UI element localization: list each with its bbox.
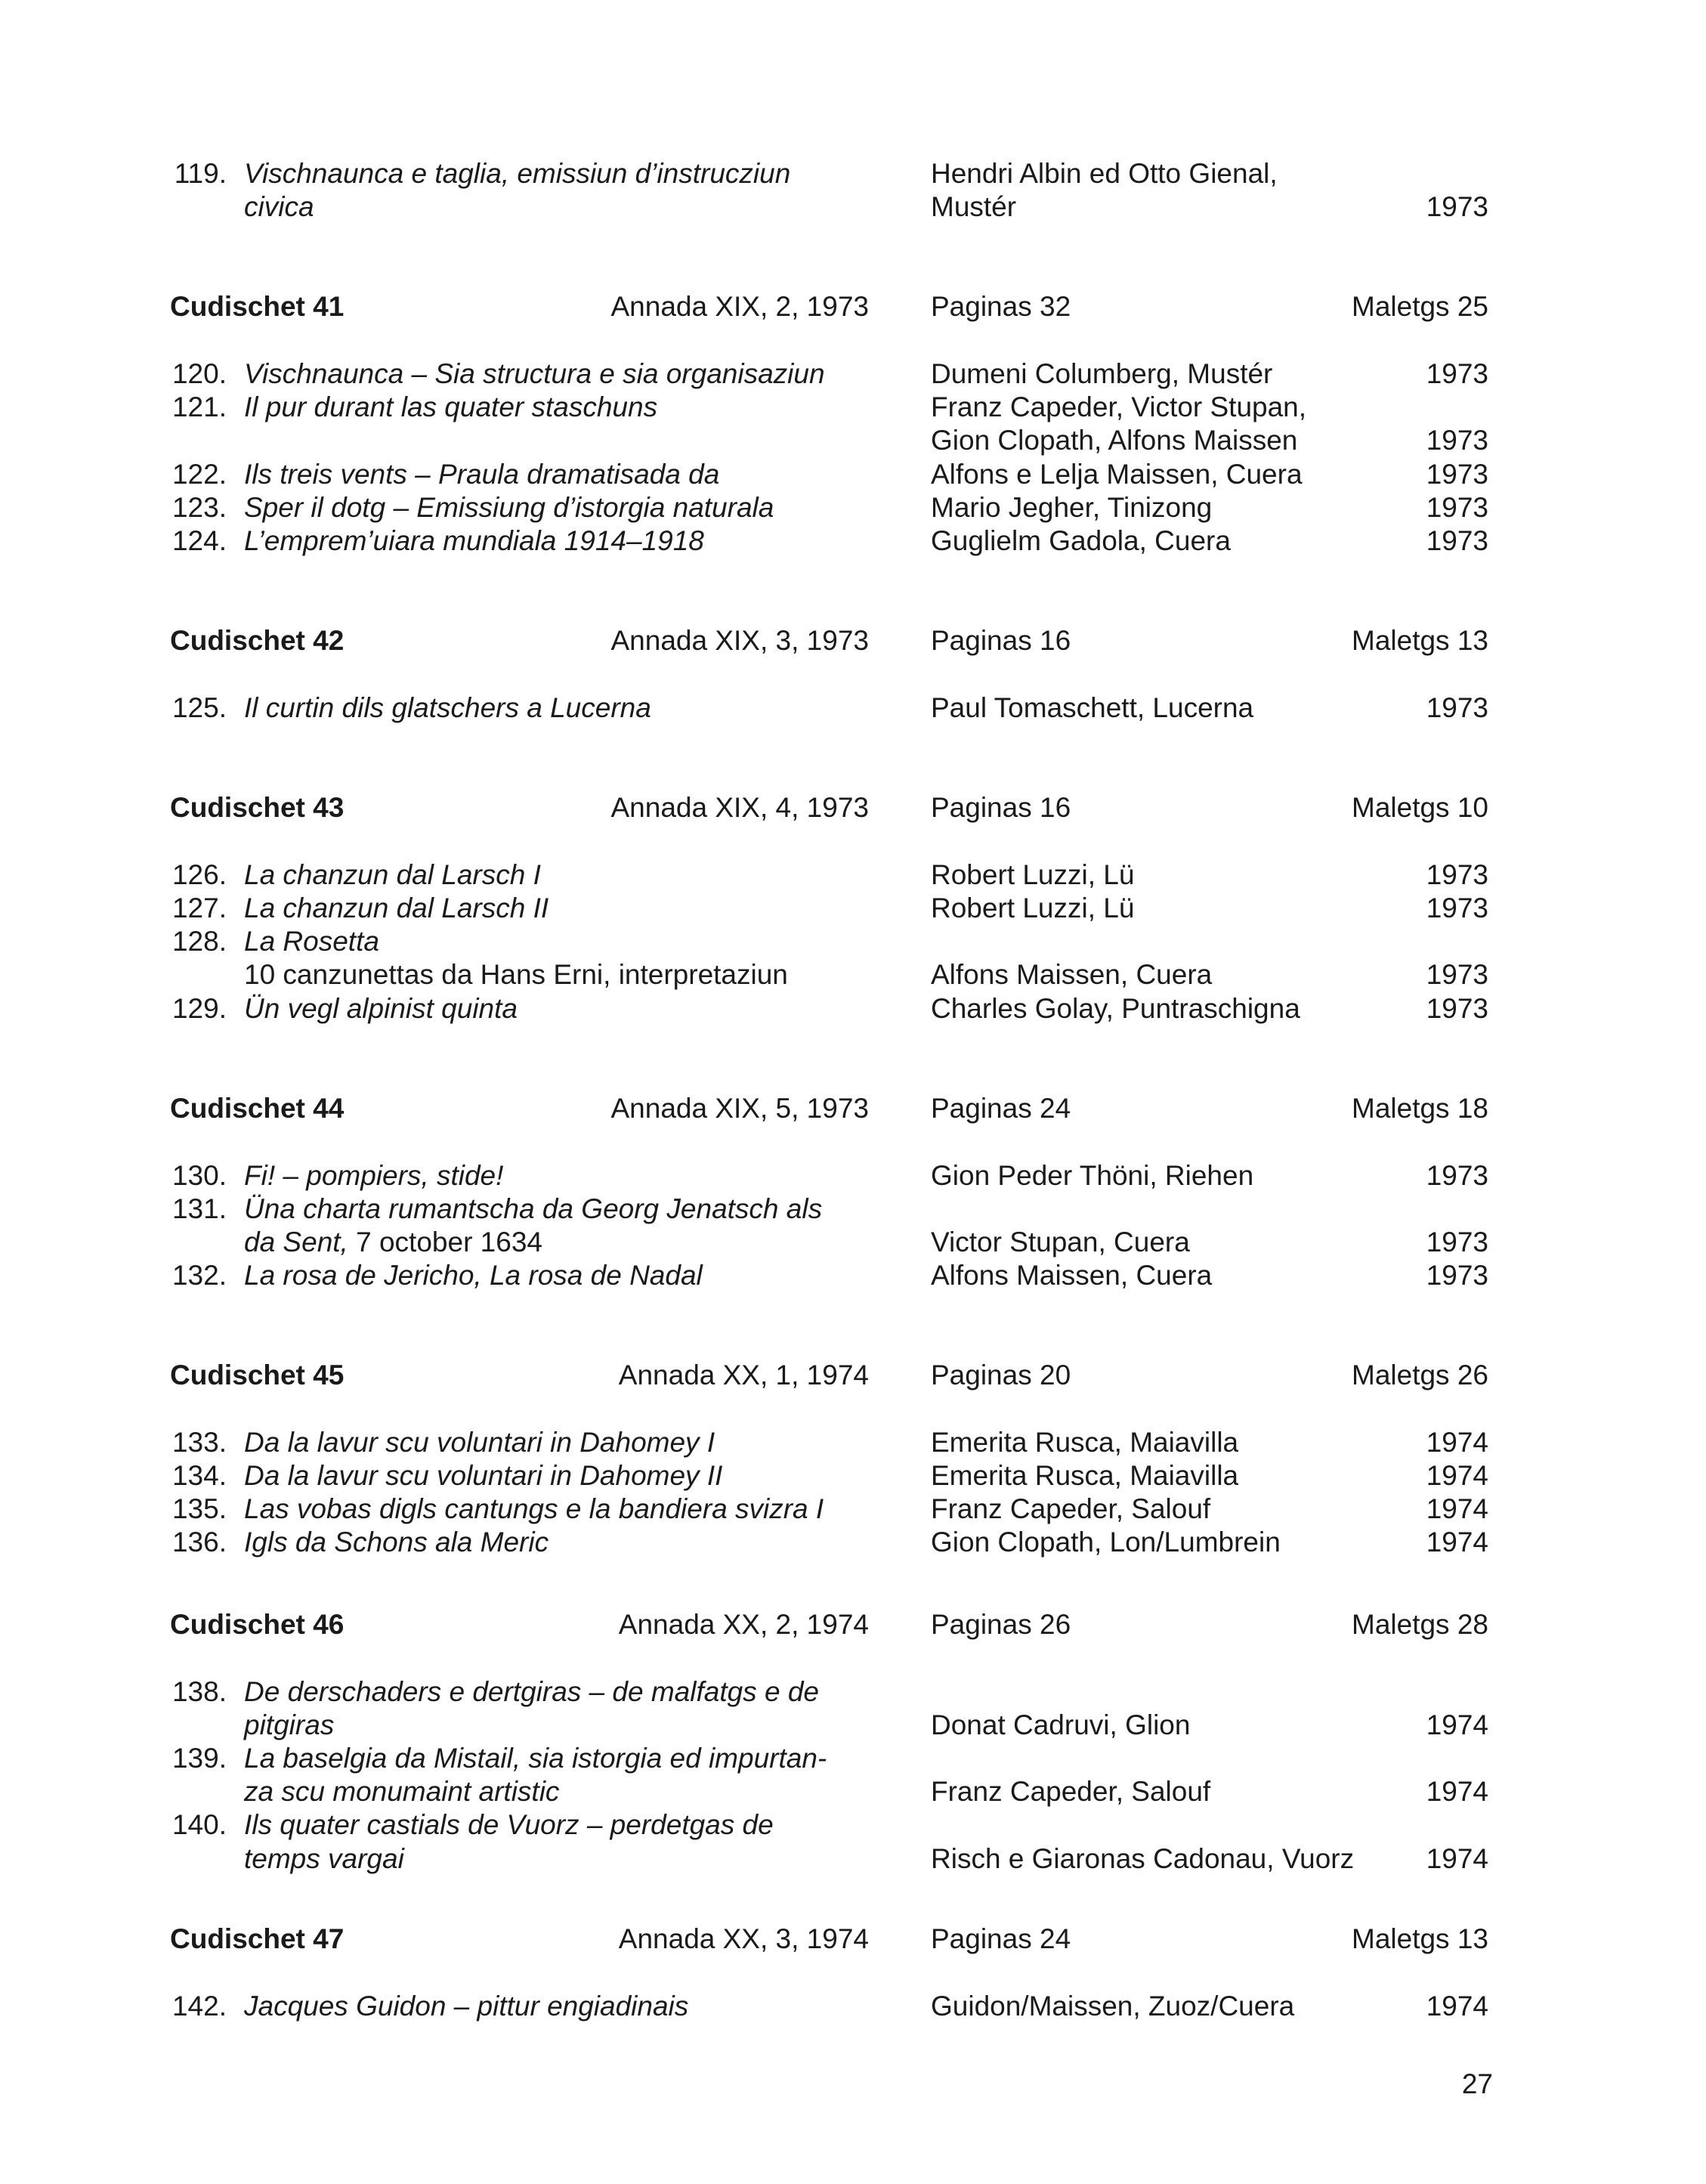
- section-title: Cudischet 45: [170, 1360, 345, 1391]
- list-item: [0, 458, 1706, 494]
- entry-author: Dumeni Columberg, Mustér: [931, 358, 1273, 389]
- entry-number: 136.: [172, 1527, 227, 1558]
- entry-author: Robert Luzzi, Lü: [931, 892, 1135, 923]
- entry-number: 126.: [172, 859, 227, 890]
- paginas-label: Paginas 20: [931, 1360, 1071, 1391]
- entry-title: Ils treis vents – Praula dramatisada da: [244, 459, 720, 490]
- entry-number: 125.: [172, 692, 227, 723]
- entry-author: Franz Capeder, Salouf: [931, 1493, 1211, 1524]
- entry-author: Guidon/Maissen, Zuoz/Cuera: [931, 1991, 1295, 2022]
- list-item: [0, 491, 1706, 527]
- maletgs-label: Maletgs 28: [1352, 1609, 1488, 1640]
- entry-title: Da la lavur scu voluntari in Dahomey II: [244, 1460, 723, 1491]
- list-item: [0, 1459, 1706, 1496]
- entry-author: Victor Stupan, Cuera: [931, 1227, 1190, 1258]
- section-header: [0, 1092, 1706, 1128]
- paginas-label: Paginas 24: [931, 1093, 1071, 1124]
- entry-author: Gion Peder Thöni, Riehen: [931, 1160, 1254, 1191]
- entry-title: La Rosetta: [244, 926, 379, 957]
- maletgs-label: Maletgs 13: [1352, 625, 1488, 656]
- list-item: [0, 391, 1706, 427]
- list-item: [0, 1808, 1706, 1845]
- entry-author: Gion Clopath, Lon/Lumbrein: [931, 1527, 1281, 1558]
- entry-title: civica: [244, 191, 314, 222]
- entry-number: 140.: [172, 1809, 227, 1840]
- entry-year: 1973: [1426, 993, 1488, 1024]
- list-item: [0, 1159, 1706, 1196]
- entry-year: 1973: [1426, 692, 1488, 723]
- maletgs-label: Maletgs 18: [1352, 1093, 1488, 1124]
- entry-title: za scu monumaint artistic: [244, 1776, 560, 1807]
- list-item: [0, 157, 1706, 193]
- entry-title: Üna charta rumantscha da Georg Jenatsch als: [244, 1193, 823, 1224]
- list-item: [0, 1426, 1706, 1462]
- list-item: [0, 1193, 1706, 1229]
- entry-author: Charles Golay, Puntraschigna: [931, 993, 1300, 1024]
- entry-title: La baselgia da Mistail, sia istorgia ed impurtan-: [244, 1743, 827, 1774]
- annada-label: Annada XX, 1, 1974: [618, 1360, 869, 1391]
- list-item: [0, 1493, 1706, 1529]
- entry-author: Franz Capeder, Victor Stupan,: [931, 391, 1307, 422]
- section-title: Cudischet 41: [170, 291, 345, 322]
- section-title: Cudischet 44: [170, 1093, 345, 1124]
- entry-number: 135.: [172, 1493, 227, 1524]
- entry-year: 1974: [1426, 1991, 1488, 2022]
- annada-label: Annada XIX, 5, 1973: [610, 1093, 869, 1124]
- maletgs-label: Maletgs 25: [1352, 291, 1488, 322]
- entry-number: 119.: [174, 158, 227, 189]
- entry-number: 142.: [172, 1991, 227, 2022]
- entry-author: Mustér: [931, 191, 1017, 222]
- entry-year: 1973: [1426, 1260, 1488, 1291]
- entry-number: 121.: [172, 391, 227, 422]
- list-item: [0, 1990, 1706, 2026]
- entry-year: 1973: [1426, 191, 1488, 222]
- list-item: [0, 1775, 1706, 1811]
- entry-title: temps vargai: [244, 1843, 404, 1874]
- entry-author: Hendri Albin ed Otto Gienal,: [931, 158, 1278, 189]
- entry-year: 1973: [1426, 358, 1488, 389]
- entry-title: Sper il dotg – Emissiung d’istorgia naturala: [244, 492, 774, 523]
- list-item: [0, 892, 1706, 928]
- entry-author: Robert Luzzi, Lü: [931, 859, 1135, 890]
- entry-number: 138.: [172, 1676, 227, 1707]
- list-item: [0, 1526, 1706, 1562]
- entry-year: 1973: [1426, 859, 1488, 890]
- entry-number: 124.: [172, 525, 227, 556]
- entry-author: Guglielm Gadola, Cuera: [931, 525, 1231, 556]
- entry-title: Las vobas digls cantungs e la bandiera svizra I: [244, 1493, 824, 1524]
- entry-year: 1973: [1426, 459, 1488, 490]
- maletgs-label: Maletgs 26: [1352, 1360, 1488, 1391]
- entry-title: 10 canzunettas da Hans Erni, interpretaziun: [244, 959, 788, 990]
- list-item: [0, 958, 1706, 995]
- entry-author: Emerita Rusca, Maiavilla: [931, 1460, 1239, 1491]
- entry-title: Vischnaunca – Sia structura e sia organisaziun: [244, 358, 825, 389]
- entry-year: 1974: [1426, 1709, 1488, 1740]
- section-header: [0, 1923, 1706, 1959]
- entry-number: 133.: [172, 1427, 227, 1458]
- list-item: [0, 190, 1706, 227]
- entry-title: La rosa de Jericho, La rosa de Nadal: [244, 1260, 703, 1291]
- entry-year: 1974: [1426, 1776, 1488, 1807]
- entry-number: 129.: [172, 993, 227, 1024]
- entry-year: 1974: [1426, 1527, 1488, 1558]
- entry-author: Risch e Giaronas Cadonau, Vuorz: [931, 1843, 1355, 1874]
- entry-number: 123.: [172, 492, 227, 523]
- list-item: [0, 1742, 1706, 1778]
- entry-title-italic: da Sent,: [244, 1227, 348, 1258]
- entry-author: Paul Tomaschett, Lucerna: [931, 692, 1254, 723]
- entry-number: 139.: [172, 1743, 227, 1774]
- section-title: Cudischet 46: [170, 1609, 345, 1640]
- list-item: [0, 1259, 1706, 1295]
- entry-title: Ils quater castials de Vuorz – perdetgas de: [244, 1809, 774, 1840]
- entry-author: Emerita Rusca, Maiavilla: [931, 1427, 1239, 1458]
- paginas-label: Paginas 24: [931, 1923, 1071, 1954]
- entry-year: 1974: [1426, 1493, 1488, 1524]
- entry-author: Alfons Maissen, Cuera: [931, 1260, 1213, 1291]
- list-item: [0, 424, 1706, 460]
- entry-author: Franz Capeder, Salouf: [931, 1776, 1211, 1807]
- entry-title: Ün vegl alpinist quinta: [244, 993, 518, 1024]
- entry-number: 131.: [172, 1193, 227, 1224]
- section-title: Cudischet 42: [170, 625, 345, 656]
- entry-number: 132.: [172, 1260, 227, 1291]
- entry-year: 1973: [1426, 1227, 1488, 1258]
- paginas-label: Paginas 32: [931, 291, 1071, 322]
- entry-title: L’emprem’uiara mundiala 1914–1918: [244, 525, 704, 556]
- section-header: [0, 624, 1706, 660]
- list-item: [0, 858, 1706, 895]
- maletgs-label: Maletgs 10: [1352, 792, 1488, 823]
- entry-title: De derschaders e dertgiras – de malfatgs e de: [244, 1676, 819, 1707]
- list-item: [0, 357, 1706, 394]
- maletgs-label: Maletgs 13: [1352, 1923, 1488, 1954]
- entry-title: Igls da Schons ala Meric: [244, 1527, 549, 1558]
- entry-number: 128.: [172, 926, 227, 957]
- entry-year: 1974: [1426, 1843, 1488, 1874]
- entry-year: 1973: [1426, 892, 1488, 923]
- annada-label: Annada XIX, 2, 1973: [610, 291, 869, 322]
- annada-label: Annada XX, 3, 1974: [618, 1923, 869, 1954]
- entry-title: Fi! – pompiers, stide!: [244, 1160, 504, 1191]
- entry-title: [244, 1226, 542, 1259]
- list-item: [0, 925, 1706, 961]
- entry-number: 134.: [172, 1460, 227, 1491]
- paginas-label: Paginas 16: [931, 625, 1071, 656]
- list-item: [0, 992, 1706, 1029]
- paginas-label: Paginas 26: [931, 1609, 1071, 1640]
- entry-number: 127.: [172, 892, 227, 923]
- entry-title: Vischnaunca e taglia, emissiun d’instrucziun: [244, 158, 791, 189]
- entry-title: Il pur durant las quater staschuns: [244, 391, 658, 422]
- list-item: [0, 1675, 1706, 1712]
- entry-title: La chanzun dal Larsch I: [244, 859, 541, 890]
- entry-number: 120.: [172, 358, 227, 389]
- section-header: [0, 290, 1706, 326]
- entry-year: 1974: [1426, 1427, 1488, 1458]
- page-number: 27: [1461, 2068, 1493, 2099]
- entry-author: Donat Cadruvi, Glion: [931, 1709, 1191, 1740]
- section-title: Cudischet 43: [170, 792, 345, 823]
- annada-label: Annada XX, 2, 1974: [618, 1609, 869, 1640]
- entry-number: 130.: [172, 1160, 227, 1191]
- entry-year: 1973: [1426, 492, 1488, 523]
- entry-year: 1973: [1426, 525, 1488, 556]
- entry-title: Jacques Guidon – pittur engiadinais: [244, 1991, 689, 2022]
- entry-author: Alfons Maissen, Cuera: [931, 959, 1213, 990]
- section-header: [0, 1608, 1706, 1644]
- list-item: [0, 1709, 1706, 1745]
- entry-title: pitgiras: [244, 1709, 335, 1740]
- entry-author: Mario Jegher, Tinizong: [931, 492, 1213, 523]
- section-title: Cudischet 47: [170, 1923, 345, 1954]
- paginas-label: Paginas 16: [931, 792, 1071, 823]
- entry-year: 1974: [1426, 1460, 1488, 1491]
- section-header: [0, 791, 1706, 828]
- annada-label: Annada XIX, 3, 1973: [610, 625, 869, 656]
- entry-author: Alfons e Lelja Maissen, Cuera: [931, 459, 1303, 490]
- section-header: [0, 1359, 1706, 1395]
- entry-number: 122.: [172, 459, 227, 490]
- annada-label: Annada XIX, 4, 1973: [610, 792, 869, 823]
- list-item: [0, 1226, 1706, 1262]
- list-item: [0, 524, 1706, 561]
- entry-title: Il curtin dils glatschers a Lucerna: [244, 692, 651, 723]
- entry-year: 1973: [1426, 425, 1488, 456]
- entry-year: 1973: [1426, 1160, 1488, 1191]
- entry-title-date: 7 october 1634: [348, 1227, 542, 1258]
- entry-title: Da la lavur scu voluntari in Dahomey I: [244, 1427, 715, 1458]
- entry-title: La chanzun dal Larsch II: [244, 892, 549, 923]
- list-item: [0, 691, 1706, 728]
- list-item: [0, 1842, 1706, 1879]
- entry-year: 1973: [1426, 959, 1488, 990]
- entry-author: Gion Clopath, Alfons Maissen: [931, 425, 1298, 456]
